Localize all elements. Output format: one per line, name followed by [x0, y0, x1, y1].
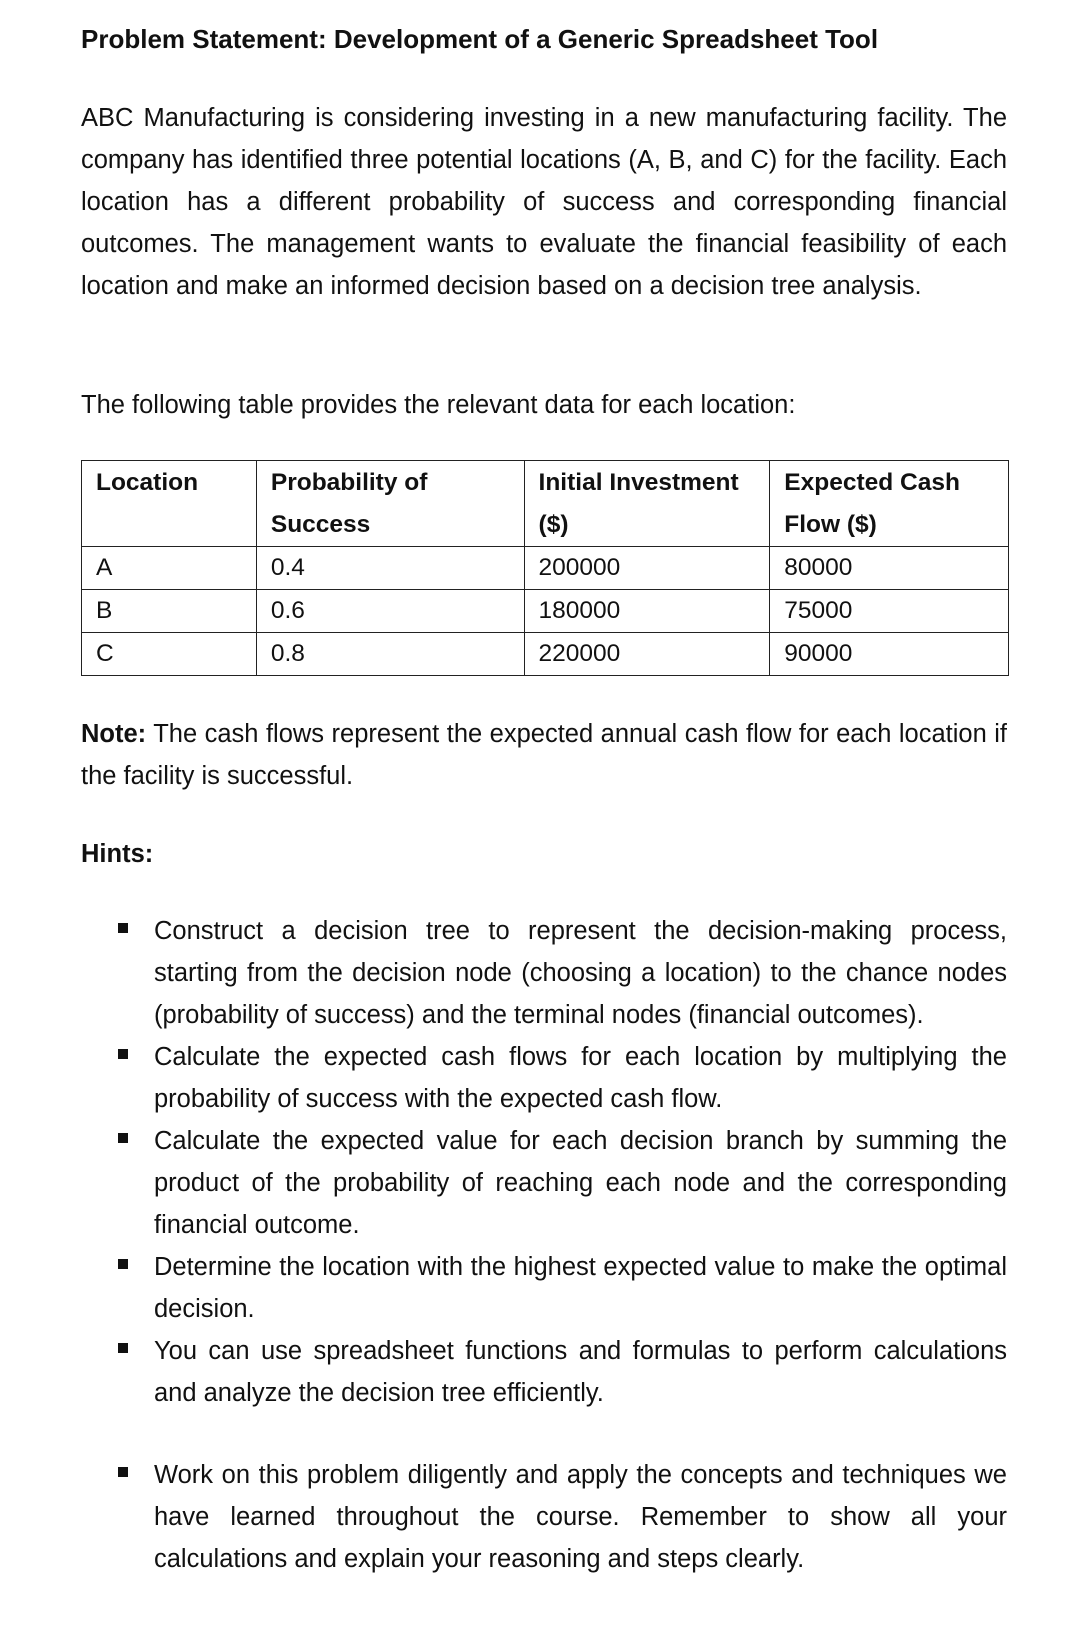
hint-text: Work on this problem diligently and apply the concepts and techniques we have learned throughout the course. Remember to show all your calculations and explain your reasoning and steps clearly. [154, 1461, 1007, 1573]
cell-investment: 180000 [524, 590, 770, 633]
header-cash-flow: Expected Cash Flow ($) [770, 461, 1009, 547]
list-item [118, 1120, 1007, 1246]
note-paragraph [81, 713, 1007, 797]
header-location: Location [82, 461, 257, 547]
cell-cash-flow: 90000 [770, 633, 1009, 676]
cell-investment: 200000 [524, 547, 770, 590]
hint-text: Construct a decision tree to represent the decision-making process, starting from the decision node (choosing a location) to the chance nodes (probability of success) and the terminal nodes (financial outcomes). [154, 917, 1007, 1029]
list-item [118, 910, 1007, 1036]
square-bullet-icon [118, 1259, 128, 1269]
square-bullet-icon [118, 923, 128, 933]
list-item [118, 1330, 1007, 1414]
hints-heading: Hints: [81, 840, 154, 868]
hint-text: Calculate the expected value for each decision branch by summing the product of the probability of reaching each node and the corresponding financial outcome. [154, 1127, 1007, 1239]
table-row [82, 633, 1009, 676]
location-data-table [81, 460, 1009, 676]
square-bullet-icon [118, 1467, 128, 1477]
table-row [82, 590, 1009, 633]
table-lead-paragraph: The following table provides the relevant data for each location: [81, 391, 796, 419]
table-row [82, 547, 1009, 590]
cell-cash-flow: 80000 [770, 547, 1009, 590]
cell-location: B [82, 590, 257, 633]
header-probability: Probability of Success [256, 461, 524, 547]
cell-location: A [82, 547, 257, 590]
cell-probability: 0.4 [256, 547, 524, 590]
list-item [118, 1036, 1007, 1120]
hint-text: You can use spreadsheet functions and formulas to perform calculations and analyze the decision tree efficiently. [154, 1337, 1007, 1407]
note-label: Note: [81, 720, 147, 748]
square-bullet-icon [118, 1133, 128, 1143]
cell-cash-flow: 75000 [770, 590, 1009, 633]
cell-probability: 0.8 [256, 633, 524, 676]
cell-probability: 0.6 [256, 590, 524, 633]
list-item [118, 1454, 1007, 1580]
hint-text: Calculate the expected cash flows for each location by multiplying the probability of success with the expected cash flow. [154, 1043, 1007, 1113]
square-bullet-icon [118, 1343, 128, 1353]
square-bullet-icon [118, 1049, 128, 1059]
header-investment: Initial Investment ($) [524, 461, 770, 547]
page-title: Problem Statement: Development of a Generic Spreadsheet Tool [81, 24, 879, 54]
intro-paragraph: ABC Manufacturing is considering investing in a new manufacturing facility. The company has identified three potential locations (A, B, and C) for the facility. Each location has a different probability of success and corresponding financial outcomes. The management wants to evaluate the financial feasibility of each location and make an informed decision based on a decision tree analysis. [81, 104, 1007, 300]
table-header-row [82, 461, 1009, 547]
list-item [118, 1246, 1007, 1330]
hints-list [118, 910, 1007, 1580]
hint-text: Determine the location with the highest expected value to make the optimal decision. [154, 1253, 1007, 1323]
cell-location: C [82, 633, 257, 676]
cell-investment: 220000 [524, 633, 770, 676]
note-text: The cash flows represent the expected annual cash flow for each location if the facility is successful. [81, 720, 1008, 790]
